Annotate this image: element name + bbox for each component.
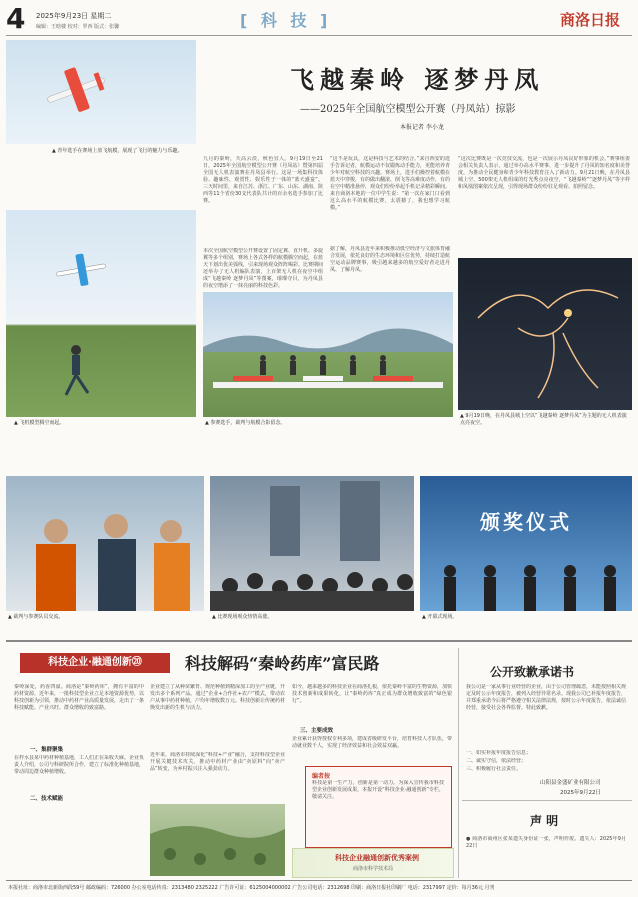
page-number: 4 bbox=[6, 2, 26, 35]
notice-divider bbox=[458, 648, 459, 878]
caption-bottom-left: ▲ 裁判与参赛队员交流。 bbox=[8, 614, 64, 620]
lower-photo bbox=[150, 804, 285, 876]
header-rule bbox=[6, 35, 632, 36]
feature-subtitle: ——2025年全国航空模型公开赛（丹凤站）掠影 bbox=[300, 104, 516, 115]
feature-col2-body: “这不是玩具，这是科技与艺术的结合。”来自西安的选手告诉记者，航模运动不仅锻炼动手能力，更能培养青少年对航空科技的兴趣。赛场上，选手们操控着航模在蓝天中穿梭，有的做出翻滚、倒飞等高难度动作，有的在空中精准悬停，观众们纷纷举起手机记录精彩瞬间。来自商洛本地的一位中学生说：“第一次在家门口看到这么高水平的航模比赛，太震撼了，我也想学习航模。” bbox=[330, 156, 450, 211]
column-tag: 科技企业·融通创新⑳ bbox=[20, 653, 170, 673]
feature-col2-body-b: 据了解，丹凤县近年来积极推动低空经济与文旅体育融合发展，依托良好的生态环境和区位优势，持续打造航空运动品牌赛事，吸引越来越多的航空爱好者走进丹凤、了解丹凤。 bbox=[330, 246, 450, 273]
footer-rule bbox=[6, 880, 632, 881]
statement-divider bbox=[462, 800, 632, 801]
feature-col1-lead: 九月的秦岭，天高云淡，秋色宜人。9月19日至21日，2025年全国航空模型公开赛（丹凤站）暨第四届全国无人机表演赛在丹凤县举行。这是一场集科技体验、趣味性、观赏性、娱乐性于一体的“蓝天盛宴”。三天时间里，来自江苏、浙江、广东、山东、湖南、陕西等11个省份30支代表队共计的百余名选手参加了比赛。 bbox=[203, 156, 323, 204]
footer-banner-title: 科技企业融通创新优秀案例 bbox=[335, 854, 419, 862]
caption-mid-left: ▲ 飞机模型腾空而起。 bbox=[14, 420, 65, 426]
feature-col3-body: “这次比赛既是一次竞技交流，也是一次展示丹凤良好形象的机会。”赛事组委会相关负责人表示，通过举办高水平赛事，进一步提升了丹凤的知名度和美誉度，为推动全民健身和青少年科技教育注入了新动力。9月21日晚，在丹凤县城上空，500架无人机组成的灯光秀点亮夜空，“飞越秦岭”“逐梦丹凤”等字样和凤凰图案依次呈现，引得现场群众纷纷驻足观看、拍照留念。 bbox=[458, 156, 630, 190]
launch-illustration bbox=[6, 210, 196, 417]
audience-illustration bbox=[210, 476, 414, 611]
lower-col1-body: 秦岭深处，药香四溢。商洛是“秦岭药库”，拥有丰富的中药材资源。近年来，一批科技型企业立足本地资源优势，以科技创新为引领，推动中药材产业高质量发展，走出了一条科技赋能、产业兴旺、群众增收的致富路。 bbox=[14, 684, 144, 711]
photo-audience bbox=[210, 476, 414, 611]
notice-date: 2025年9月22日 bbox=[560, 790, 601, 796]
lower-col2-body-b: 近年来，商洛市持续深化“科技+产业”融合，支持科技型企业开展关键技术攻关，推动中药材产业由“卖原料”向“卖产品”转变，为乡村振兴注入强劲动力。 bbox=[150, 752, 285, 772]
lower-col3-section: 三、主要成效 bbox=[300, 728, 334, 734]
notice-list-2: 二、诚实守信，依法经营； bbox=[466, 758, 527, 764]
footer-banner-sub: 商洛市科学技术局 bbox=[353, 866, 394, 872]
notice-list-3: 三、积极履行社会责任。 bbox=[466, 766, 522, 772]
group-illustration bbox=[203, 292, 453, 417]
ceremony-people-illustration bbox=[420, 556, 632, 611]
caption-mid-center: ▲ 参赛选手，裁判与航模合影留念。 bbox=[205, 420, 286, 426]
lower-col1-section-2: 二、技术赋能 bbox=[30, 796, 64, 802]
footer-banner bbox=[292, 848, 454, 878]
editors-line: 编辑：王晗楼 校对：罗西 版式：张馨 bbox=[36, 24, 120, 30]
editor-note-box bbox=[305, 766, 452, 848]
lower-col1-section-1: 一、集群聚集 bbox=[30, 747, 64, 753]
photo-launch bbox=[6, 210, 196, 417]
notice-body: 我公司是一家从事行业经营的企业，由于公司管理疏忽，未能按照相关规定及时公示年度报告，被列入经营异常名录。现我公司已补报年度报告，并郑重承诺今后将严格遵守相关法律法规，按时公示年度报告，依法诚信经营，接受社会各界监督。特此致歉。 bbox=[466, 684, 626, 711]
feature-col1-body: 本次全国航空模型公开赛设置了固定翼、直升机、多旋翼等多个组别，赛场上各式各样的航模腾空而起，在蓝天下划出优美弧线，引来现场观众阵阵喝彩。比赛期间还举办了无人机编队表演，上百架无人机在夜空中组成“飞越秦岭 逐梦丹凤”等图案，璀璨夺目，为丹凤县的夜空增添了一抹亮丽的科技色彩。 bbox=[203, 248, 323, 288]
editor-note-body: 科技是第一生产力，创新是第一动力。为深入宣传我市科技型企业创新发展成果，本报开设“科技企业·融通创新”专栏，敬请关注。 bbox=[312, 780, 444, 800]
caption-top-left: ▲ 青年选手在赛场上放飞航模，展现了飞行的魅力与乐趣。 bbox=[52, 148, 183, 154]
lower-col3-body: 如今，越来越多的科技企业在商洛扎根，依托秦岭丰富的生物资源，加快技术创新和成果转化，让“秦岭药库”真正成为群众增收致富的“绿色银行”。 bbox=[292, 684, 452, 704]
editor-note-title: 编者按 bbox=[312, 773, 331, 780]
airplane-illustration bbox=[6, 40, 196, 144]
notice-list-1: 一、如实补报年度报告信息； bbox=[466, 750, 532, 756]
photo-group bbox=[203, 292, 453, 417]
caption-bottom-center: ▲ 比赛现场观众热情高涨。 bbox=[212, 614, 273, 620]
photo-sky-plane bbox=[6, 40, 196, 144]
lower-headline: 科技解码“秦岭药库”富民路 bbox=[185, 654, 380, 673]
date-line: 2025年9月23日 星期二 bbox=[36, 12, 112, 20]
paper-name: 商洛日报 bbox=[560, 11, 621, 29]
section-divider bbox=[6, 640, 632, 642]
statement-body: ● 商洛市商州区张某遗失身份证一张，声明作废。遗失人：2025年9月22日 bbox=[466, 836, 626, 849]
ceremony-banner-text: 颁奖仪式 bbox=[480, 510, 572, 534]
lower-col2-body: 企业建立了从种苗繁育、规范种植到精深加工的全产业链，开发出多个系列产品。通过“企业+合作社+农户”模式，带动农户从事中药材种植，户均年增收数万元。科技创新让传统药材焕发出新的生机与活力。 bbox=[150, 684, 285, 711]
lower-col1-body-b: 在柞水县某中药材种植基地，工人们正在采收天麻。企业负责人介绍，公司与科研院所合作，建立了标准化种植基地，带动周边群众种植增收。 bbox=[14, 755, 144, 775]
caption-bottom-right: ▲ 开幕式现场。 bbox=[422, 614, 458, 620]
notice-title: 公开致歉承诺书 bbox=[490, 665, 575, 679]
feature-headline: 飞越秦岭 逐梦丹凤 bbox=[290, 65, 545, 94]
herb-field-illustration bbox=[150, 804, 285, 876]
caption-right-photo: ▲ 9月19日晚，在丹凤县城上空以“飞越秦岭 逐梦丹凤”为主题的无人机表演点亮夜空。 bbox=[460, 413, 627, 426]
photo-ceremony bbox=[420, 476, 632, 611]
section-title: [ 科 技 ] bbox=[240, 11, 332, 30]
notice-company: 山阳县金盛矿业有限公司 bbox=[540, 780, 601, 786]
drone-phoenix-illustration bbox=[458, 258, 632, 410]
lower-col3-body-b: 企业累计获得授权专利多项，建成省级研发平台，培育科技人才队伍，带动就业数千人，实现了经济效益和社会效益双赢。 bbox=[292, 736, 452, 749]
photo-drone-show bbox=[458, 258, 632, 410]
feature-byline: 本报记者 李小龙 bbox=[400, 124, 444, 131]
statement-title: 声 明 bbox=[530, 814, 559, 828]
footer-text: 本报社址：商洛市北新街西段59号 邮政编码：726000 办公室电话传真：2313480 2325222 广告许可证：6125004000002 广告公司电话：2312698 印刷：商洛日报社印刷厂 电话：2317997 定价：每月36元 月刊 bbox=[8, 885, 495, 891]
photo-referees bbox=[6, 476, 204, 611]
referees-illustration bbox=[6, 476, 204, 611]
